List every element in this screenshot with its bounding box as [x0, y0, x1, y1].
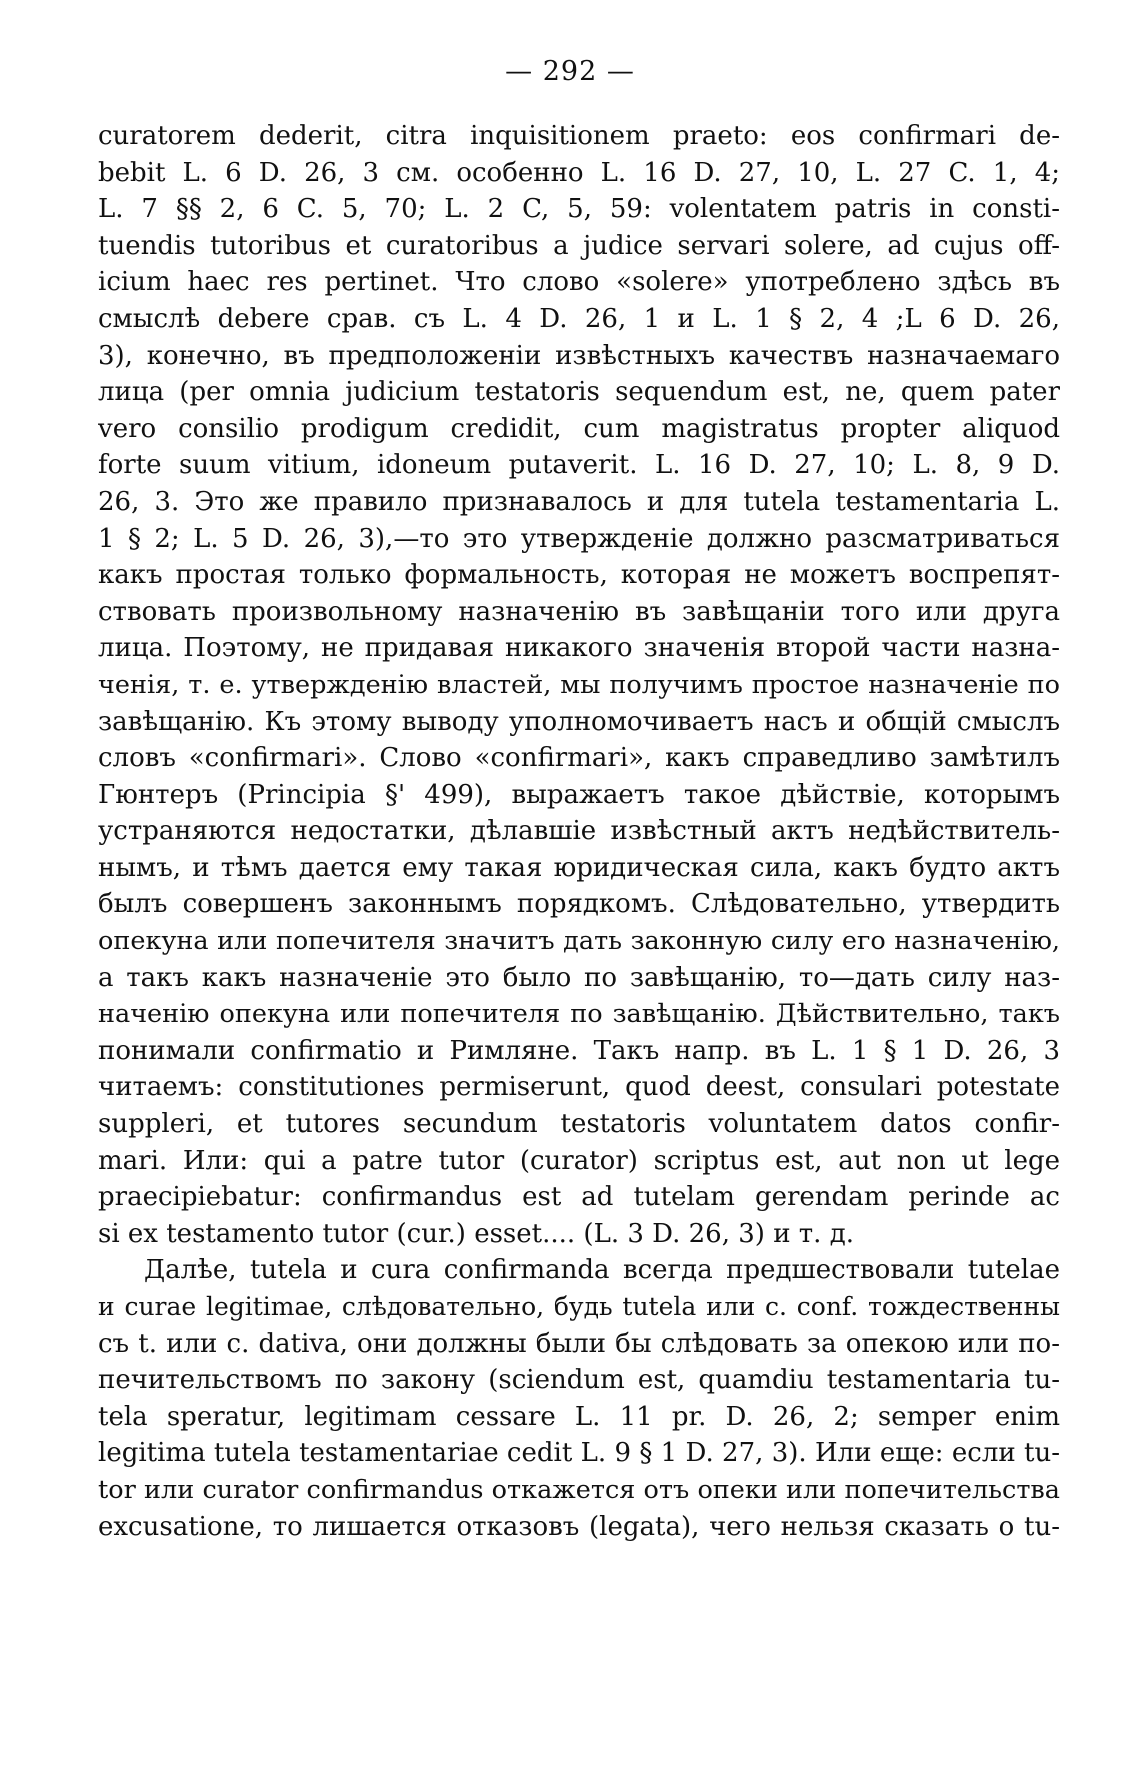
text-line: понимали confirmatio и Римляне. Такъ напр. въ L. 1 § 1 D. 26, 3: [98, 1035, 1060, 1066]
paragraph-start-line: Далѣе, tutela и cura confirmanda всегда предшествовали tutelae: [144, 1255, 1060, 1286]
text-line: icium haec res pertinet. Что слово «solere» употреблено здѣсь въ: [98, 267, 1060, 298]
text-line: 26, 3. Это же правило признавалось и для tutela testamentaria L.: [98, 486, 1060, 517]
text-line: и curae legitimae, слѣдовательно, будь tutela или c. conf. тождественны: [98, 1292, 1060, 1321]
text-line: ченія, т. е. утвержденію властей, мы получимъ простое назначеніе по: [98, 669, 1060, 700]
text-line: завѣщанію. Къ этому выводу уполномочиваетъ насъ и общій смыслъ: [98, 706, 1060, 737]
text-line: какъ простая только формальность, которая не можетъ воспрепят-: [98, 560, 1060, 591]
text-line: устраняются недостатки, дѣлавшіе извѣстный актъ недѣйствитель-: [98, 816, 1060, 847]
text-line: ствовать произвольному назначенію въ завѣщаніи того или друга: [98, 596, 1060, 627]
text-line: былъ совершенъ законнымъ порядкомъ. Слѣдовательно, утвердить: [98, 889, 1060, 920]
text-line: словъ «confirmari». Слово «confirmari», какъ справедливо замѣтилъ: [98, 743, 1060, 774]
text-line: нымъ, и тѣмъ дается ему такая юридическая сила, какъ будто актъ: [98, 852, 1060, 883]
text-line: excusatione, то лишается отказовъ (legata), чего нельзя сказать о tu-: [98, 1511, 1060, 1542]
text-line: tor или curator confirmandus откажется отъ опеки или попечительства: [98, 1474, 1060, 1505]
text-line: mari. Или: qui a patre tutor (curator) scriptus est, aut non ut lege: [98, 1145, 1060, 1176]
text-line: съ t. или c. dativa, они должны были бы слѣдовать за опекою или по-: [98, 1328, 1060, 1359]
text-line: а такъ какъ назначеніе это было по завѣщанію, то—дать силу наз-: [98, 962, 1060, 993]
text-line: L. 7 §§ 2, 6 C. 5, 70; L. 2 C, 5, 59: volentatem patris in consti-: [98, 194, 1060, 225]
text-line: лица. Поэтому, не придавая никакого значенія второй части назна-: [98, 633, 1060, 664]
text-line: наченію опекуна или попечителя по завѣщанію. Дѣйствительно, такъ: [98, 999, 1060, 1030]
page-number: — 292 —: [505, 56, 635, 87]
text-line: 3), конечно, въ предположеніи извѣстныхъ качествъ назначаемаго: [98, 340, 1060, 371]
text-line: печительствомъ по закону (sciendum est, quamdiu testamentaria tu-: [98, 1365, 1060, 1396]
text-line: смыслѣ debere срав. съ L. 4 D. 26, 1 и L. 1 § 2, 4 ;L 6 D. 26,: [98, 303, 1060, 334]
text-line: 1 § 2; L. 5 D. 26, 3),—то это утвержденіе должно разсматриваться: [98, 523, 1060, 554]
text-line: читаемъ: constitutiones permiserunt, quod deest, consulari potestate: [98, 1072, 1060, 1103]
text-line: bebit L. 6 D. 26, 3 см. особенно L. 16 D. 27, 10, L. 27 C. 1, 4;: [98, 157, 1060, 188]
text-line: legitima tutela testamentariae cedit L. 9 § 1 D. 27, 3). Или еще: если tu-: [98, 1438, 1060, 1469]
text-line: tela speratur, legitimam cessare L. 11 pr. D. 26, 2; semper enim: [98, 1401, 1060, 1432]
body-text: [98, 118, 1060, 1545]
text-line: Гюнтеръ (Principia §' 499), выражаетъ такое дѣйствіе, которымъ: [98, 779, 1060, 810]
text-line: forte suum vitium, idoneum putaverit. L. 16 D. 27, 10; L. 8, 9 D.: [98, 450, 1060, 481]
text-line: vero consilio prodigum credidit, cum magistratus propter aliquod: [98, 413, 1060, 444]
text-line: curatorem dederit, citra inquisitionem praeto: eos confirmari de-: [98, 121, 1060, 151]
text-line: опекуна или попечителя значитъ дать законную силу его назначенію,: [98, 926, 1060, 957]
text-line: praecipiebatur: confirmandus est ad tutelam gerendam perinde ac: [98, 1182, 1060, 1213]
text-line: si ex testamento tutor (cur.) esset.... (L. 3 D. 26, 3) и т. д.: [98, 1218, 854, 1249]
text-line: лица (per omnia judicium testatoris sequendum est, ne, quem pater: [98, 377, 1060, 408]
text-line: tuendis tutoribus et curatoribus a judice servari solere, ad cujus off-: [98, 230, 1060, 261]
text-line: suppleri, et tutores secundum testatoris voluntatem datos confir-: [98, 1109, 1060, 1140]
